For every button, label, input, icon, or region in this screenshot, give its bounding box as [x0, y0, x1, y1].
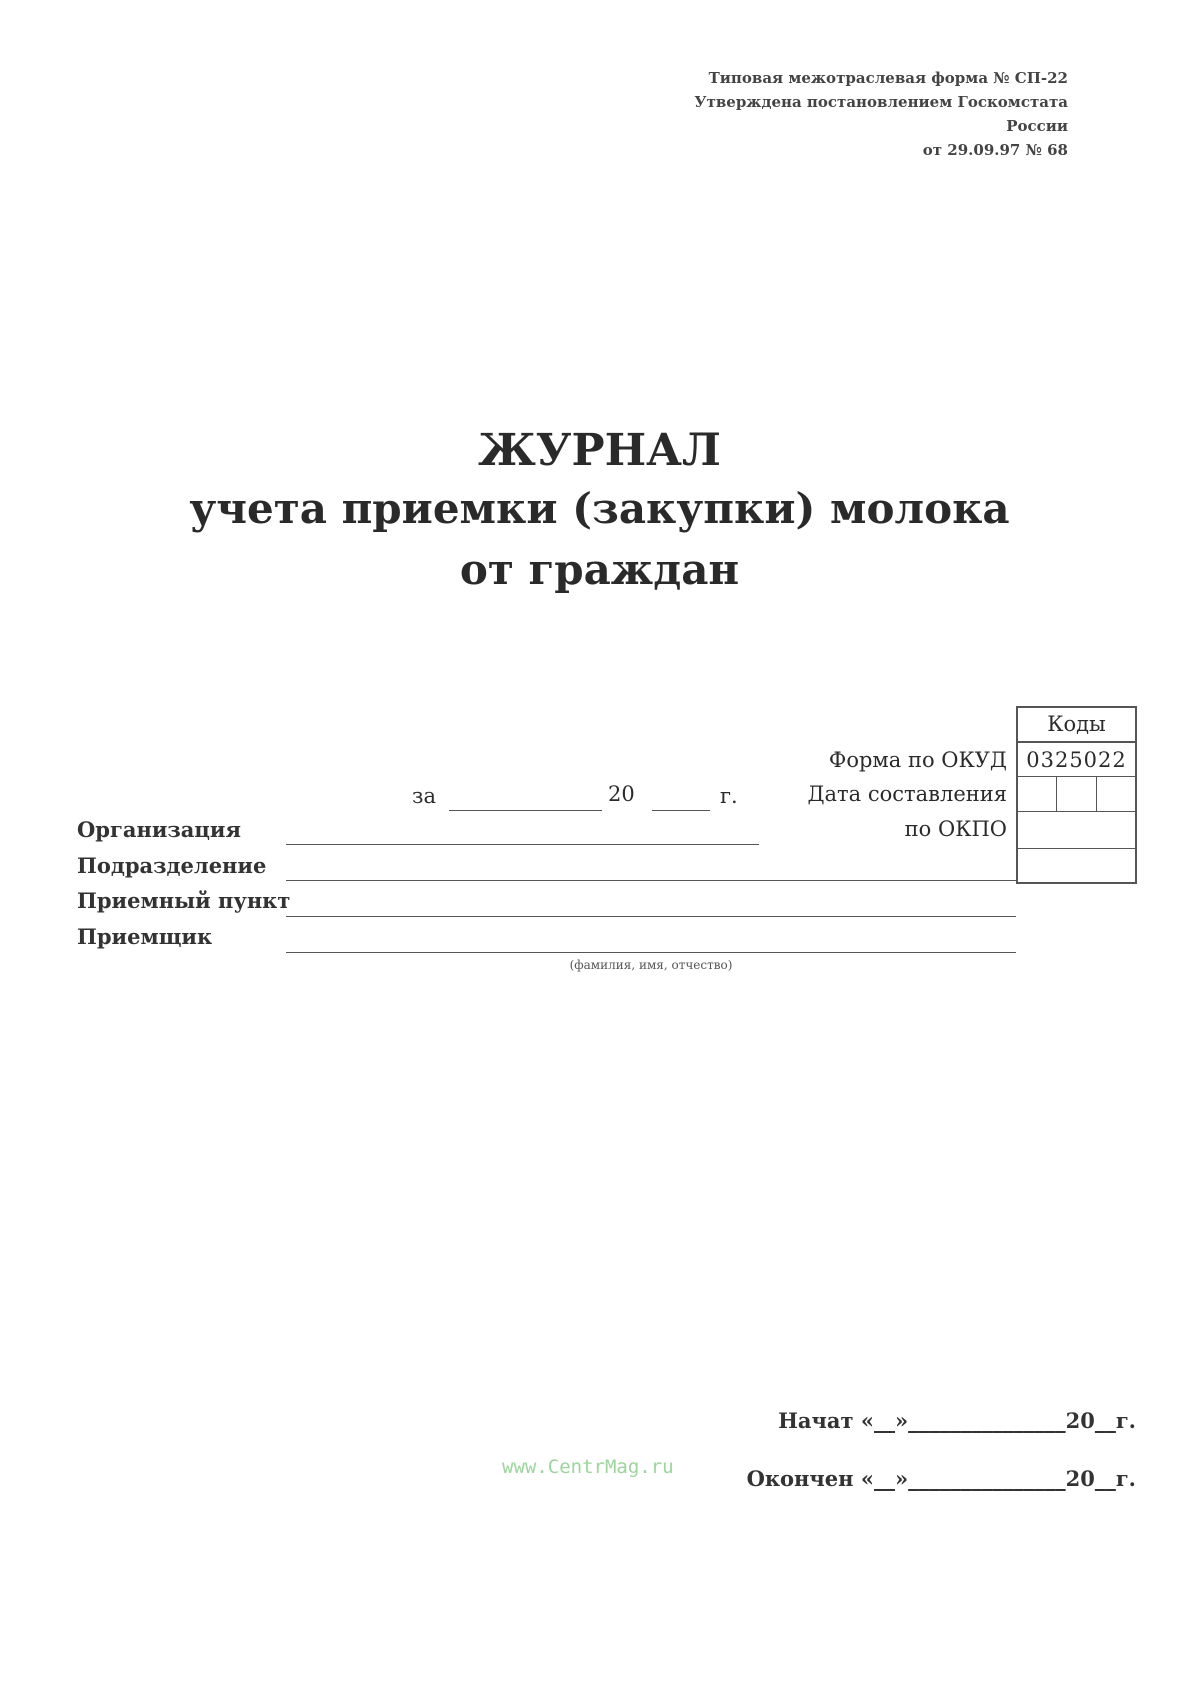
- receiver-label: Приемщик: [77, 924, 213, 949]
- organization-label: Организация: [77, 817, 242, 842]
- codes-header: Коды: [1047, 712, 1106, 736]
- form-header: [648, 66, 1068, 162]
- division-line: [286, 880, 1016, 881]
- period-month-line: [449, 810, 602, 811]
- form-header-line: России: [1006, 117, 1068, 135]
- organization-line: [286, 844, 759, 845]
- okud-code: 0325022: [1026, 748, 1127, 772]
- codes-divider: [1016, 811, 1137, 812]
- codes-divider: [1016, 848, 1137, 849]
- form-header-line: Утверждена постановлением Госкомстата: [694, 93, 1068, 111]
- reception-point-line: [286, 916, 1016, 917]
- reception-point-label: Приемный пункт: [77, 888, 291, 913]
- document-subtitle-2: от граждан: [459, 545, 740, 594]
- period-year-suffix: г.: [720, 784, 738, 808]
- date-cell-divider: [1056, 776, 1057, 811]
- form-header-line: Типовая межотраслевая форма № СП-22: [708, 69, 1068, 87]
- period-za: за: [412, 784, 436, 808]
- document-title: ЖУРНАЛ: [478, 425, 721, 476]
- codes-divider: [1016, 776, 1137, 777]
- started-line: Начат «__»_______________20__г.: [778, 1408, 1136, 1433]
- division-label: Подразделение: [77, 853, 267, 878]
- period-year-line: [652, 810, 710, 811]
- date-cell-divider: [1096, 776, 1097, 811]
- receiver-line: [286, 952, 1016, 953]
- document-subtitle: учета приемки (закупки) молока: [189, 484, 1010, 533]
- okud-label: Форма по ОКУД: [828, 748, 1007, 772]
- watermark-text: www.CentrMag.ru: [502, 1456, 674, 1478]
- receiver-hint: (фамилия, имя, отчество): [569, 958, 733, 972]
- date-label: Дата составления: [807, 782, 1007, 806]
- period-year-prefix: 20: [608, 782, 635, 806]
- okpo-label: по ОКПО: [904, 817, 1007, 841]
- finished-line: Окончен «__»_______________20__г.: [746, 1466, 1136, 1491]
- form-header-line: от 29.09.97 № 68: [922, 141, 1068, 159]
